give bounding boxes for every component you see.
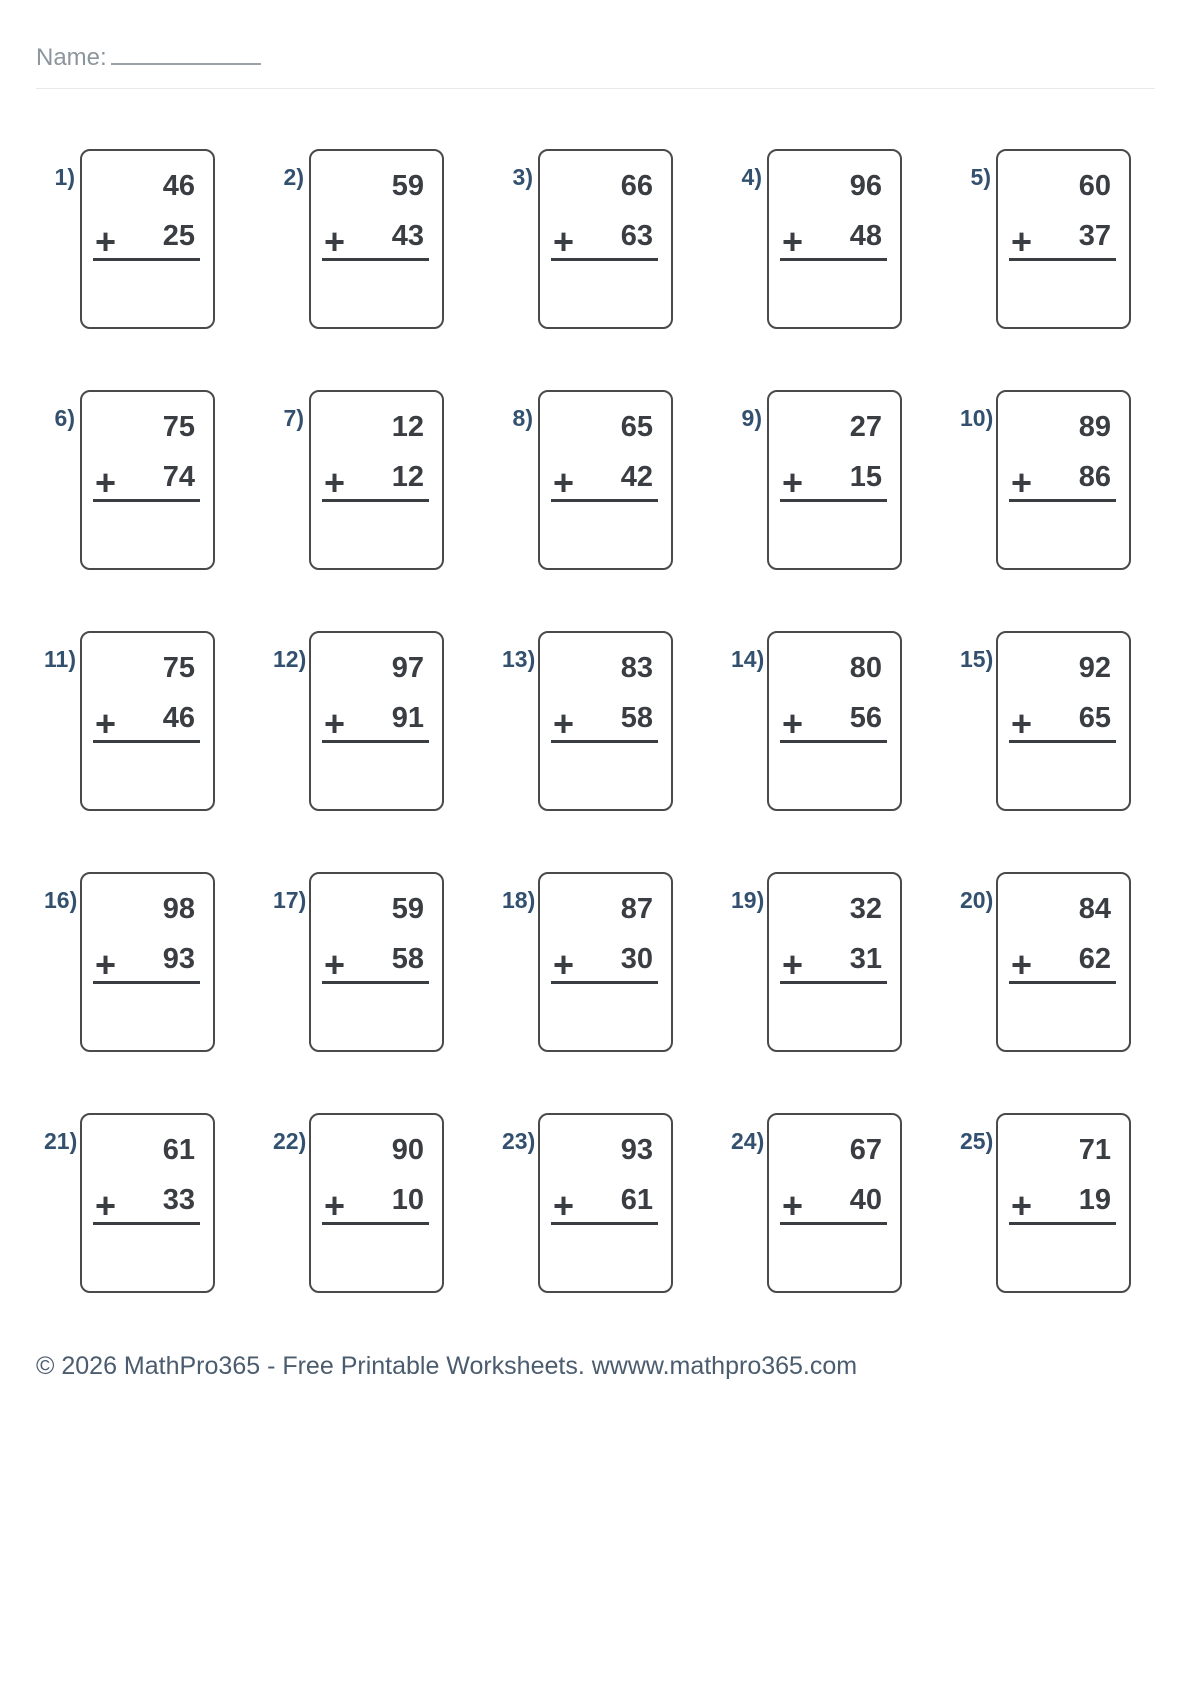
answer-space	[769, 1225, 900, 1291]
answer-space	[540, 743, 671, 809]
addend-bottom: 42	[620, 461, 653, 493]
problem-cell	[731, 1113, 902, 1293]
operator-row	[311, 220, 442, 262]
problem-cell	[44, 149, 215, 329]
addend-top: 83	[620, 652, 653, 684]
addend-bottom: 65	[1078, 702, 1111, 734]
plus-operator: +	[95, 220, 117, 262]
addend-top: 59	[391, 170, 424, 202]
problem-cell	[960, 872, 1131, 1052]
operator-row	[311, 943, 442, 985]
problem-box	[996, 631, 1131, 811]
operator-row	[82, 943, 213, 985]
plus-operator: +	[553, 1184, 575, 1226]
name-fill-in-line	[111, 45, 261, 65]
addend-top: 90	[391, 1134, 424, 1166]
answer-space	[82, 984, 213, 1050]
addend-bottom: 74	[162, 461, 195, 493]
problem-box	[309, 872, 444, 1052]
problem-number: 7)	[283, 405, 304, 431]
problem-number: 6)	[54, 405, 75, 431]
operator-row	[769, 943, 900, 985]
operator-row	[769, 461, 900, 503]
plus-operator: +	[553, 220, 575, 262]
plus-operator: +	[553, 943, 575, 985]
problem-box	[767, 149, 902, 329]
problem-cell	[273, 390, 444, 570]
problem-box	[309, 390, 444, 570]
answer-space	[311, 743, 442, 809]
addend-bottom: 15	[849, 461, 882, 493]
operator-row	[311, 461, 442, 503]
problem-number: 20)	[960, 887, 994, 913]
addend-bottom: 56	[849, 702, 882, 734]
problem-cell	[731, 149, 902, 329]
answer-space	[769, 743, 900, 809]
addend-bottom: 25	[162, 220, 195, 252]
problem-cell	[44, 390, 215, 570]
answer-space	[769, 984, 900, 1050]
problem-number: 16)	[44, 887, 78, 913]
plus-operator: +	[95, 1184, 117, 1226]
problem-number: 10)	[960, 405, 994, 431]
problem-cell	[44, 1113, 215, 1293]
answer-space	[540, 502, 671, 568]
problem-box	[80, 390, 215, 570]
plus-operator: +	[782, 943, 804, 985]
answer-space	[311, 1225, 442, 1291]
problem-number: 3)	[512, 164, 533, 190]
problem-number: 14)	[731, 646, 765, 672]
problem-number: 24)	[731, 1128, 765, 1154]
addend-bottom: 62	[1078, 943, 1111, 975]
problem-box	[309, 149, 444, 329]
problem-cell	[273, 631, 444, 811]
problem-number: 12)	[273, 646, 307, 672]
addend-top: 80	[849, 652, 882, 684]
operator-row	[311, 702, 442, 744]
problem-number: 15)	[960, 646, 994, 672]
plus-operator: +	[553, 702, 575, 744]
answer-space	[998, 743, 1129, 809]
addend-top: 59	[391, 893, 424, 925]
operator-row	[540, 702, 671, 744]
problem-number: 18)	[502, 887, 536, 913]
answer-space	[769, 261, 900, 327]
operator-row	[82, 220, 213, 262]
operator-row	[311, 1184, 442, 1226]
addend-bottom: 43	[391, 220, 424, 252]
problem-number: 8)	[512, 405, 533, 431]
addend-bottom: 58	[620, 702, 653, 734]
plus-operator: +	[1011, 702, 1033, 744]
page-header	[36, 44, 1155, 89]
operator-row	[540, 461, 671, 503]
answer-space	[998, 502, 1129, 568]
answer-space	[311, 502, 442, 568]
plus-operator: +	[324, 1184, 346, 1226]
plus-operator: +	[1011, 461, 1033, 503]
plus-operator: +	[324, 220, 346, 262]
problem-cell	[273, 1113, 444, 1293]
addend-bottom: 40	[849, 1184, 882, 1216]
problem-box	[80, 1113, 215, 1293]
addend-top: 66	[620, 170, 653, 202]
problem-box	[80, 872, 215, 1052]
addend-top: 27	[849, 411, 882, 443]
problem-box	[996, 390, 1131, 570]
problem-cell	[44, 631, 215, 811]
answer-space	[82, 1225, 213, 1291]
plus-operator: +	[782, 1184, 804, 1226]
operator-row	[998, 1184, 1129, 1226]
operator-row	[769, 1184, 900, 1226]
problem-number: 5)	[970, 164, 991, 190]
addend-bottom: 10	[391, 1184, 424, 1216]
answer-space	[540, 1225, 671, 1291]
addend-top: 93	[620, 1134, 653, 1166]
addend-bottom: 33	[162, 1184, 195, 1216]
answer-space	[82, 743, 213, 809]
problem-number: 4)	[741, 164, 762, 190]
problem-box	[767, 872, 902, 1052]
operator-row	[998, 702, 1129, 744]
addend-top: 75	[162, 411, 195, 443]
addend-top: 71	[1078, 1134, 1111, 1166]
addend-bottom: 58	[391, 943, 424, 975]
problem-cell	[502, 872, 673, 1052]
addend-bottom: 37	[1078, 220, 1111, 252]
answer-space	[998, 261, 1129, 327]
problem-box	[538, 631, 673, 811]
answer-space	[311, 261, 442, 327]
addend-bottom: 31	[849, 943, 882, 975]
page-footer	[36, 1352, 1155, 1381]
problem-box	[538, 390, 673, 570]
problem-number: 17)	[273, 887, 307, 913]
problem-box	[767, 1113, 902, 1293]
operator-row	[540, 943, 671, 985]
problem-box	[538, 872, 673, 1052]
addend-top: 67	[849, 1134, 882, 1166]
plus-operator: +	[1011, 943, 1033, 985]
addend-top: 98	[162, 893, 195, 925]
problem-box	[538, 1113, 673, 1293]
problem-box	[538, 149, 673, 329]
addend-bottom: 86	[1078, 461, 1111, 493]
problem-box	[996, 872, 1131, 1052]
addend-bottom: 30	[620, 943, 653, 975]
problem-box	[309, 1113, 444, 1293]
operator-row	[540, 1184, 671, 1226]
problem-box	[767, 390, 902, 570]
problem-cell	[273, 872, 444, 1052]
plus-operator: +	[1011, 220, 1033, 262]
problem-number: 21)	[44, 1128, 78, 1154]
problems-grid	[44, 149, 1155, 1293]
addend-bottom: 61	[620, 1184, 653, 1216]
problem-cell	[502, 149, 673, 329]
problem-number: 19)	[731, 887, 765, 913]
addend-bottom: 48	[849, 220, 882, 252]
answer-space	[82, 502, 213, 568]
addend-top: 97	[391, 652, 424, 684]
addend-top: 75	[162, 652, 195, 684]
operator-row	[769, 702, 900, 744]
plus-operator: +	[553, 461, 575, 503]
answer-space	[998, 984, 1129, 1050]
operator-row	[82, 461, 213, 503]
problem-cell	[731, 872, 902, 1052]
problem-number: 2)	[283, 164, 304, 190]
addend-bottom: 19	[1078, 1184, 1111, 1216]
addend-top: 65	[620, 411, 653, 443]
problem-number: 1)	[54, 164, 75, 190]
plus-operator: +	[95, 943, 117, 985]
addend-top: 32	[849, 893, 882, 925]
answer-space	[769, 502, 900, 568]
addend-top: 60	[1078, 170, 1111, 202]
addend-top: 96	[849, 170, 882, 202]
plus-operator: +	[95, 461, 117, 503]
problem-cell	[44, 872, 215, 1052]
plus-operator: +	[95, 702, 117, 744]
plus-operator: +	[1011, 1184, 1033, 1226]
problem-cell	[960, 149, 1131, 329]
plus-operator: +	[324, 943, 346, 985]
addend-top: 46	[162, 170, 195, 202]
addend-top: 84	[1078, 893, 1111, 925]
problem-box	[80, 149, 215, 329]
addend-top: 92	[1078, 652, 1111, 684]
problem-cell	[273, 149, 444, 329]
addend-bottom: 46	[162, 702, 195, 734]
plus-operator: +	[324, 702, 346, 744]
problem-cell	[960, 390, 1131, 570]
problem-cell	[502, 390, 673, 570]
problem-box	[996, 149, 1131, 329]
operator-row	[540, 220, 671, 262]
operator-row	[769, 220, 900, 262]
copyright-text: © 2026 MathPro365 - Free Printable Worksheets. wwww.mathpro365.com	[36, 1352, 858, 1380]
name-label: Name:	[36, 44, 107, 71]
problem-cell	[502, 631, 673, 811]
answer-space	[311, 984, 442, 1050]
problem-number: 13)	[502, 646, 536, 672]
addend-top: 87	[620, 893, 653, 925]
plus-operator: +	[782, 461, 804, 503]
operator-row	[998, 220, 1129, 262]
answer-space	[82, 261, 213, 327]
problem-cell	[731, 390, 902, 570]
addend-top: 61	[162, 1134, 195, 1166]
answer-space	[540, 984, 671, 1050]
addend-top: 12	[391, 411, 424, 443]
problem-box	[80, 631, 215, 811]
problem-cell	[731, 631, 902, 811]
problem-cell	[960, 631, 1131, 811]
plus-operator: +	[324, 461, 346, 503]
problem-cell	[960, 1113, 1131, 1293]
addend-bottom: 63	[620, 220, 653, 252]
plus-operator: +	[782, 220, 804, 262]
problem-number: 11)	[44, 646, 76, 672]
addend-bottom: 12	[391, 461, 424, 493]
problem-number: 9)	[741, 405, 762, 431]
operator-row	[82, 702, 213, 744]
operator-row	[82, 1184, 213, 1226]
problem-box	[996, 1113, 1131, 1293]
addend-top: 89	[1078, 411, 1111, 443]
problem-box	[767, 631, 902, 811]
problem-number: 25)	[960, 1128, 994, 1154]
addend-bottom: 93	[162, 943, 195, 975]
problem-box	[309, 631, 444, 811]
problem-number: 23)	[502, 1128, 536, 1154]
operator-row	[998, 461, 1129, 503]
answer-space	[540, 261, 671, 327]
plus-operator: +	[782, 702, 804, 744]
problem-number: 22)	[273, 1128, 307, 1154]
problem-cell	[502, 1113, 673, 1293]
operator-row	[998, 943, 1129, 985]
addend-bottom: 91	[391, 702, 424, 734]
answer-space	[998, 1225, 1129, 1291]
